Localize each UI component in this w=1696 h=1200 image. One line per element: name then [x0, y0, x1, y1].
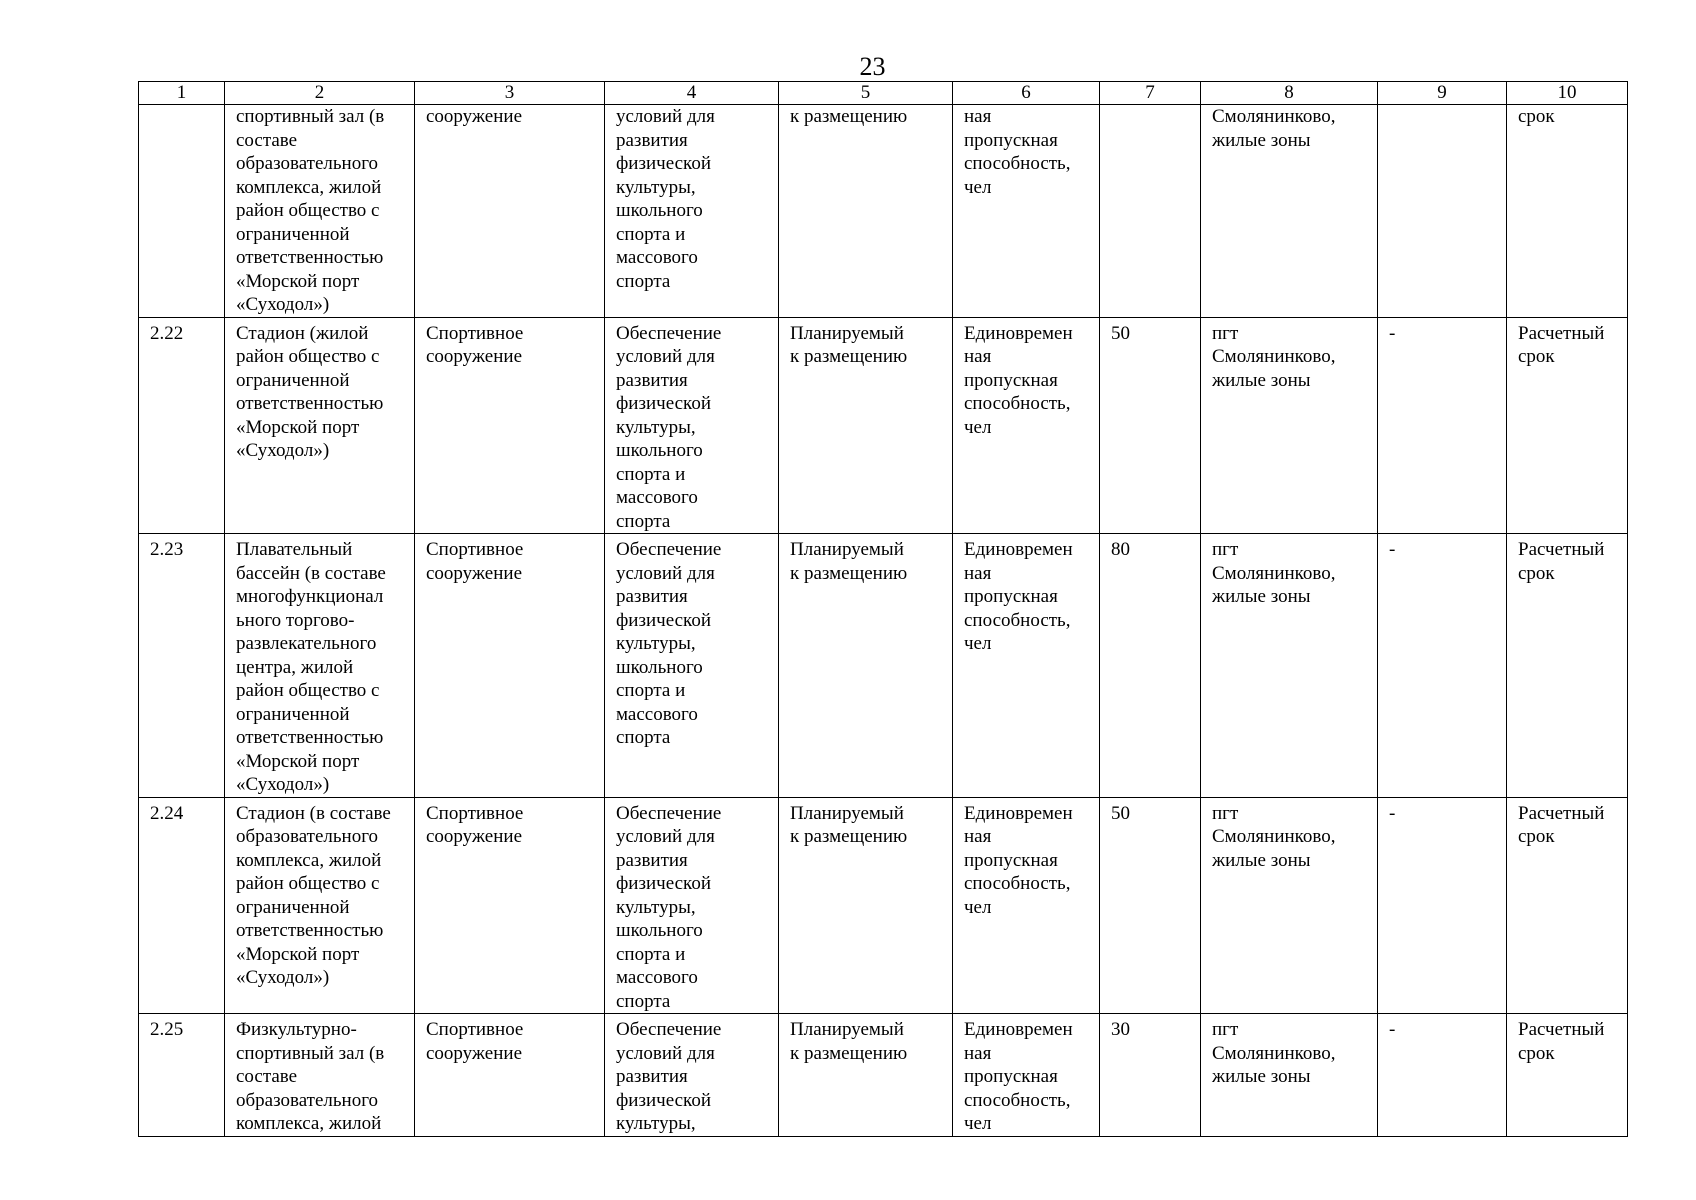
data-table — [138, 81, 1628, 1137]
cell-location: пгт Смолянинково, жилые зоны — [1201, 1014, 1378, 1137]
cell-object-name: Стадион (в составе образовательного комплекса, жилой район общество с ограниченной ответственностью «Морской порт «Суходол») — [225, 797, 415, 1014]
table-row — [139, 534, 1628, 798]
cell-zone: - — [1378, 1014, 1507, 1137]
header-cell: 6 — [953, 82, 1100, 105]
header-cell: 2 — [225, 82, 415, 105]
cell-characteristic: Единовремен ная пропускная способность, чел — [953, 797, 1100, 1014]
cell-location: пгт Смолянинково, жилые зоны — [1201, 534, 1378, 798]
cell-characteristic: Единовремен ная пропускная способность, чел — [953, 534, 1100, 798]
cell-number — [139, 105, 225, 318]
cell-purpose: Обеспечение условий для развития физической культуры, школьного спорта и массового спорта — [605, 797, 779, 1014]
cell-object-name: Плавательный бассейн (в составе многофункционал ьного торгово- развлекательного центра, жилой район общество с ограниченной ответственностью «Морской порт «Суходол») — [225, 534, 415, 798]
header-cell: 8 — [1201, 82, 1378, 105]
page-number: 23 — [859, 52, 886, 81]
cell-purpose: условий для развития физической культуры, школьного спорта и массового спорта — [605, 105, 779, 318]
cell-object-name: Стадион (жилой район общество с ограниченной ответственностью «Морской порт «Суходол») — [225, 317, 415, 534]
table-row — [139, 317, 1628, 534]
header-cell: 7 — [1100, 82, 1201, 105]
cell-object-type: Спортивное сооружение — [415, 797, 605, 1014]
cell-term: Расчетный срок — [1507, 1014, 1628, 1137]
cell-zone — [1378, 105, 1507, 318]
cell-location: пгт Смолянинково, жилые зоны — [1201, 797, 1378, 1014]
header-cell: 9 — [1378, 82, 1507, 105]
cell-term: срок — [1507, 105, 1628, 318]
cell-number: 2.24 — [139, 797, 225, 1014]
cell-zone: - — [1378, 317, 1507, 534]
cell-object-type: Спортивное сооружение — [415, 1014, 605, 1137]
cell-status: Планируемый к размещению — [779, 534, 953, 798]
cell-object-type: Спортивное сооружение — [415, 534, 605, 798]
cell-object-type: Спортивное сооружение — [415, 317, 605, 534]
cell-purpose: Обеспечение условий для развития физической культуры, школьного спорта и массового спорта — [605, 534, 779, 798]
cell-number: 2.23 — [139, 534, 225, 798]
table-row — [139, 797, 1628, 1014]
cell-object-type: сооружение — [415, 105, 605, 318]
cell-purpose: Обеспечение условий для развития физической культуры, — [605, 1014, 779, 1137]
cell-term: Расчетный срок — [1507, 797, 1628, 1014]
cell-characteristic: ная пропускная способность, чел — [953, 105, 1100, 318]
cell-status: Планируемый к размещению — [779, 797, 953, 1014]
table-row — [139, 105, 1628, 318]
cell-object-name: спортивный зал (в составе образовательного комплекса, жилой район общество с ограниченной ответственностью «Морской порт «Суходол») — [225, 105, 415, 318]
cell-status: Планируемый к размещению — [779, 317, 953, 534]
header-cell: 10 — [1507, 82, 1628, 105]
cell-value: 30 — [1100, 1014, 1201, 1137]
cell-value: 50 — [1100, 317, 1201, 534]
cell-number: 2.22 — [139, 317, 225, 534]
cell-status: Планируемый к размещению — [779, 1014, 953, 1137]
header-cell: 1 — [139, 82, 225, 105]
cell-purpose: Обеспечение условий для развития физической культуры, школьного спорта и массового спорта — [605, 317, 779, 534]
cell-term: Расчетный срок — [1507, 534, 1628, 798]
header-row — [139, 82, 1628, 105]
header-cell: 4 — [605, 82, 779, 105]
cell-value: 80 — [1100, 534, 1201, 798]
cell-value — [1100, 105, 1201, 318]
cell-characteristic: Единовремен ная пропускная способность, чел — [953, 1014, 1100, 1137]
cell-zone: - — [1378, 534, 1507, 798]
cell-zone: - — [1378, 797, 1507, 1014]
table-row — [139, 1014, 1628, 1137]
cell-term: Расчетный срок — [1507, 317, 1628, 534]
cell-location: Смолянинково, жилые зоны — [1201, 105, 1378, 318]
header-cell: 3 — [415, 82, 605, 105]
cell-object-name: Физкультурно- спортивный зал (в составе образовательного комплекса, жилой — [225, 1014, 415, 1137]
header-cell: 5 — [779, 82, 953, 105]
cell-value: 50 — [1100, 797, 1201, 1014]
cell-characteristic: Единовремен ная пропускная способность, чел — [953, 317, 1100, 534]
cell-location: пгт Смолянинково, жилые зоны — [1201, 317, 1378, 534]
cell-status: к размещению — [779, 105, 953, 318]
cell-number: 2.25 — [139, 1014, 225, 1137]
